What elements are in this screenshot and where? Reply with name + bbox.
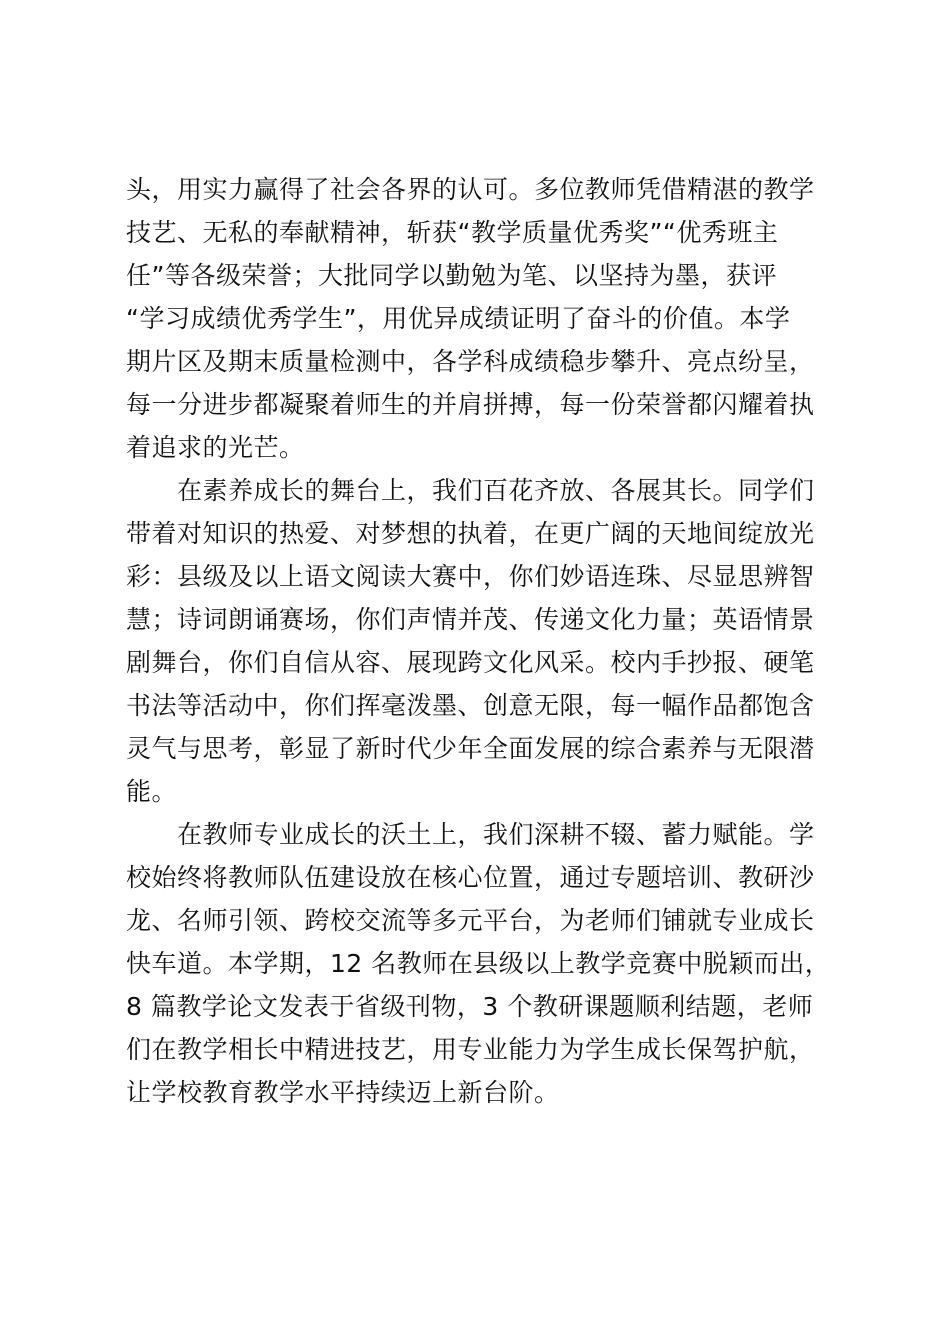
text-line: 头，用实力赢得了社会各界的认可。多位教师凭借精湛的教学 — [126, 175, 815, 204]
text-line: 每一分进步都凝聚着师生的并肩拼搏，每一份荣誉都闪耀着执 — [126, 390, 815, 419]
document-body — [126, 168, 836, 1114]
paragraph-teacher-growth — [126, 813, 836, 1114]
text-line: 期片区及期末质量检测中，各学科成绩稳步攀升、亮点纷呈， — [126, 347, 815, 376]
text-line: 慧；诗词朗诵赛场，你们声情并茂、传递文化力量；英语情景 — [126, 605, 815, 634]
text-line: 任”等各级荣誉；大批同学以勤勉为笔、以坚持为墨，获评 — [126, 261, 777, 290]
text-line: 带着对知识的热爱、对梦想的执着，在更广阔的天地间绽放光 — [126, 519, 815, 548]
text-line: 剧舞台，你们自信从容、展现跨文化风采。校内手抄报、硬笔 — [126, 648, 815, 677]
text-line: 们在教学相长中精进技艺，用专业能力为学生成长保驾护航， — [126, 1035, 815, 1064]
text-line: 能。 — [126, 777, 178, 806]
text-line: 在素养成长的舞台上，我们百花齐放、各展其长。同学们 — [126, 476, 815, 505]
text-line: 让学校教育教学水平持续迈上新台阶。 — [126, 1078, 560, 1107]
text-line: 快车道。本学期，12 名教师在县级以上教学竞赛中脱颖而出， — [126, 949, 831, 978]
paragraph-achievements — [126, 168, 836, 469]
text-line: 书法等活动中，你们挥毫泼墨、创意无限，每一幅作品都饱含 — [126, 691, 815, 720]
text-line: 校始终将教师队伍建设放在核心位置，通过专题培训、教研沙 — [126, 863, 815, 892]
text-line: 8 篇教学论文发表于省级刊物，3 个教研课题顺利结题，老师 — [126, 992, 814, 1021]
text-line: 龙、名师引领、跨校交流等多元平台，为老师们铺就专业成长 — [126, 906, 815, 935]
text-line: 灵气与思考，彰显了新时代少年全面发展的综合素养与无限潜 — [126, 734, 815, 763]
text-line: “学习成绩优秀学生”，用优异成绩证明了奋斗的价值。本学 — [126, 304, 791, 333]
paragraph-student-growth — [126, 469, 836, 813]
text-line: 彩：县级及以上语文阅读大赛中，你们妙语连珠、尽显思辨智 — [126, 562, 815, 591]
text-line: 在教师专业成长的沃土上，我们深耕不辍、蓄力赋能。学 — [126, 820, 815, 849]
text-line: 技艺、无私的奉献精神，斩获“教学质量优秀奖”“优秀班主 — [126, 218, 779, 247]
text-line: 着追求的光芒。 — [126, 433, 305, 462]
